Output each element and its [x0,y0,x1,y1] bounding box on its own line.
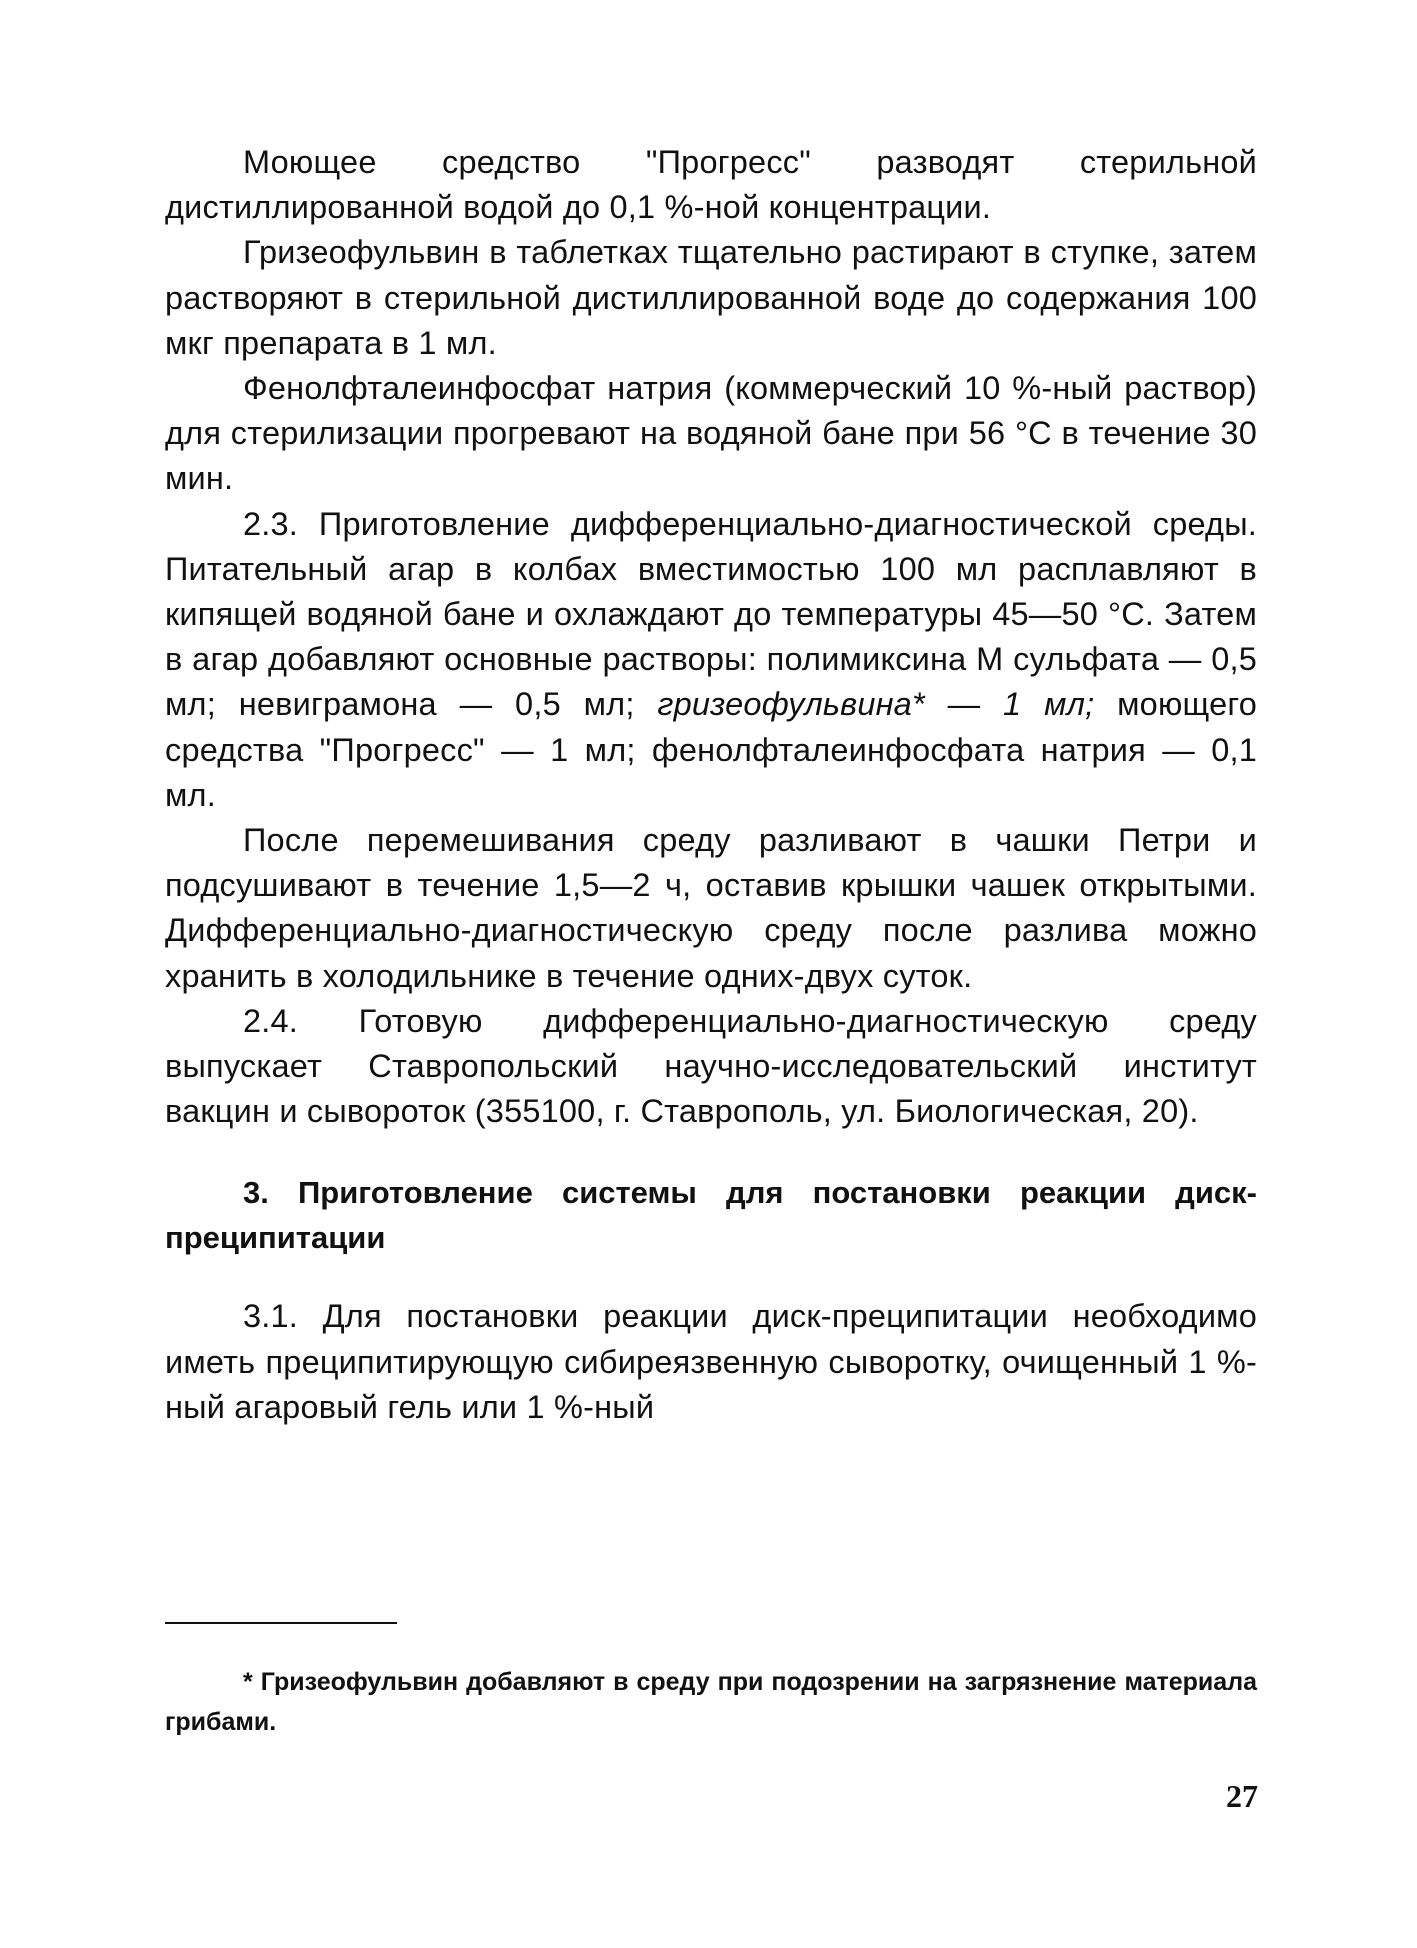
paragraph-detergent: Моющее средство "Прогресс" разводят стерильной дистиллированной водой до 0,1 %-ной концентрации. [165,144,1257,226]
paragraph-2-3-text-end: моющего средства "Прогресс" — 1 мл; фенолфталеинфосфата натрия — 0,1 мл. [165,686,1257,813]
document-body [165,140,1257,1430]
paragraph-griseofulvin: Гризеофульвин в таблетках тщательно растирают в ступке, затем растворяют в стерильной дистиллированной воде до содержания 100 мкг препарата в 1 мл. [165,234,1257,361]
paragraph-2-3-text-italic: гризеофульвина* — 1 мл; [657,686,1095,723]
section-3-heading: 3. Приготовление системы для постановки реакции диск-преципитации [165,1175,1257,1256]
paragraph-3-1: 3.1. Для постановки реакции диск-преципитации необходимо иметь преципитирующую сибиреязвенную сыворотку, очищенный 1 %-ный агаровый гель или 1 %-ный [165,1298,1257,1425]
paragraph-2-4-manufacturer: 2.4. Готовую дифференциально-диагностическую среду выпускает Ставропольский научно-исследовательский институт вакцин и сывороток (355100, г. Ставрополь, ул. Биологическая, 20). [165,1002,1257,1130]
footnote: * Гризеофульвин добавляют в среду при подозрении на загрязнение материала грибами. [165,1668,1257,1736]
paragraph-phenolphthalein: Фенолфталеинфосфат натрия (коммерческий 10 %-ный раствор) для стерилизации прогревают на водяной бане при 56 °С в течение 30 мин. [165,370,1257,497]
footnote-divider [165,1622,397,1624]
paragraph-pouring: После перемешивания среду разливают в чашки Петри и подсушивают в течение 1,5—2 ч, оставив крышки чашек открытыми. Дифференциально-диагностическую среду после разлива можно хранить в холодильнике в течение одних-двух суток. [165,822,1257,994]
paragraph-2-3-text-start: 2.3. Приготовление дифференциально-диагностической среды. Питательный агар в колбах вместимостью 100 мл расплавляют в кипящей водяной бане и охлаждают до температуры 45—50 °С. Затем в агар добавляют основные растворы: полимиксина М сульфата — 0,5 мл; невиграмона — 0,5 мл; [165,505,1257,723]
page-number: 27 [1226,1778,1258,1814]
paragraph-2-3-medium-preparation [165,502,1257,818]
